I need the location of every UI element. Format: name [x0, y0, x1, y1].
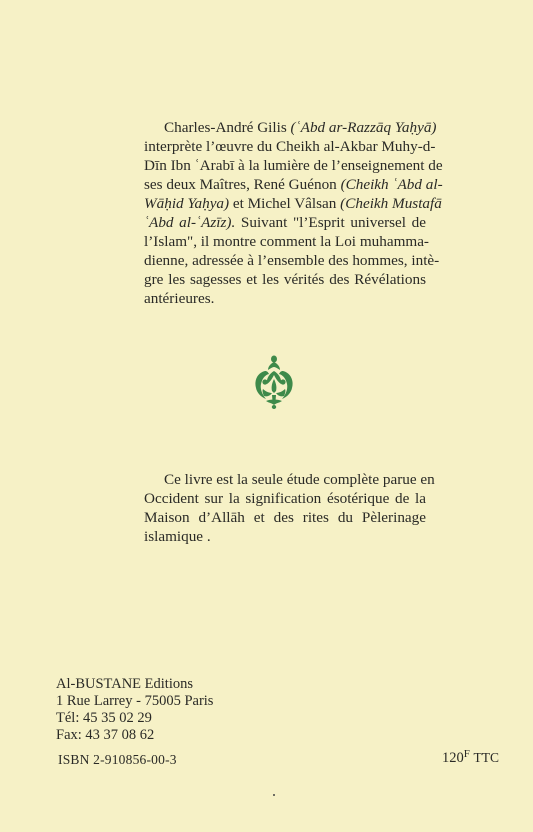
- text-run: ses deux Maîtres, René Guénon: [144, 176, 341, 193]
- text-run: Dīn Ibn ʿArabī à la lumière de l’enseignement de: [144, 157, 443, 174]
- summary-line: Maison d’Allāh et des rites du Pèlerinage: [144, 509, 426, 526]
- price-amount: 120: [442, 750, 464, 766]
- text-run: Charles-André Gilis: [164, 119, 291, 136]
- text-run: interprète l’œuvre du Cheikh al-Akbar Muhy-d-: [144, 138, 436, 155]
- price-tax: TTC: [473, 750, 499, 765]
- description-line: [144, 213, 426, 232]
- description-line: [144, 156, 443, 175]
- description-line: [144, 270, 426, 289]
- price-currency: F: [463, 748, 470, 760]
- text-run: et Michel Vâlsan: [229, 195, 341, 212]
- text-run: l’Islam", il montre comment la Loi muhamma-: [144, 233, 429, 250]
- print-mark-dot: [273, 794, 275, 796]
- description-line: [144, 118, 437, 137]
- italic-name-run: Wāḥid Yaḥya): [144, 195, 230, 212]
- summary-line: islamique .: [144, 528, 211, 545]
- description-line: [144, 251, 440, 270]
- description-paragraph: [144, 118, 443, 308]
- description-line: [144, 232, 429, 251]
- italic-name-run: (Cheikh Mustafā: [340, 195, 442, 212]
- summary-line: Ce livre est la seule étude complète parue en: [164, 471, 435, 488]
- text-run: antérieures.: [144, 290, 215, 307]
- text-run: Suivant "l’Esprit universel de: [235, 214, 426, 231]
- publisher-name: Al-BUSTANE Editions: [56, 676, 193, 692]
- description-line: [144, 289, 426, 308]
- publisher-fax: Fax: 43 37 08 62: [56, 727, 155, 743]
- italic-name-run: (ʿAbd ar-Razzāq Yaḥyā): [290, 119, 437, 136]
- summary-line: Occident sur la signification ésotérique de la: [144, 490, 426, 507]
- description-line: [144, 175, 443, 194]
- publisher-phone: Tél: 45 35 02 29: [56, 710, 152, 726]
- isbn-number: ISBN 2-910856-00-3: [58, 752, 177, 767]
- text-run: dienne, adressée à l’ensemble des hommes, intè-: [144, 252, 440, 269]
- publisher-block: [56, 676, 213, 744]
- summary-paragraph: [144, 470, 435, 546]
- description-line: [144, 194, 442, 213]
- text-run: gre les sagesses et les vérités des Révélations: [144, 271, 426, 288]
- arabesque-floral-ornament-icon: [251, 355, 297, 409]
- italic-name-run: (Cheikh ʿAbd al-: [340, 176, 443, 193]
- description-line: [144, 137, 436, 156]
- price: [442, 748, 499, 767]
- publisher-address: 1 Rue Larrey - 75005 Paris: [56, 693, 214, 709]
- italic-name-run: ʿAbd al-ʿAzīz).: [144, 214, 236, 231]
